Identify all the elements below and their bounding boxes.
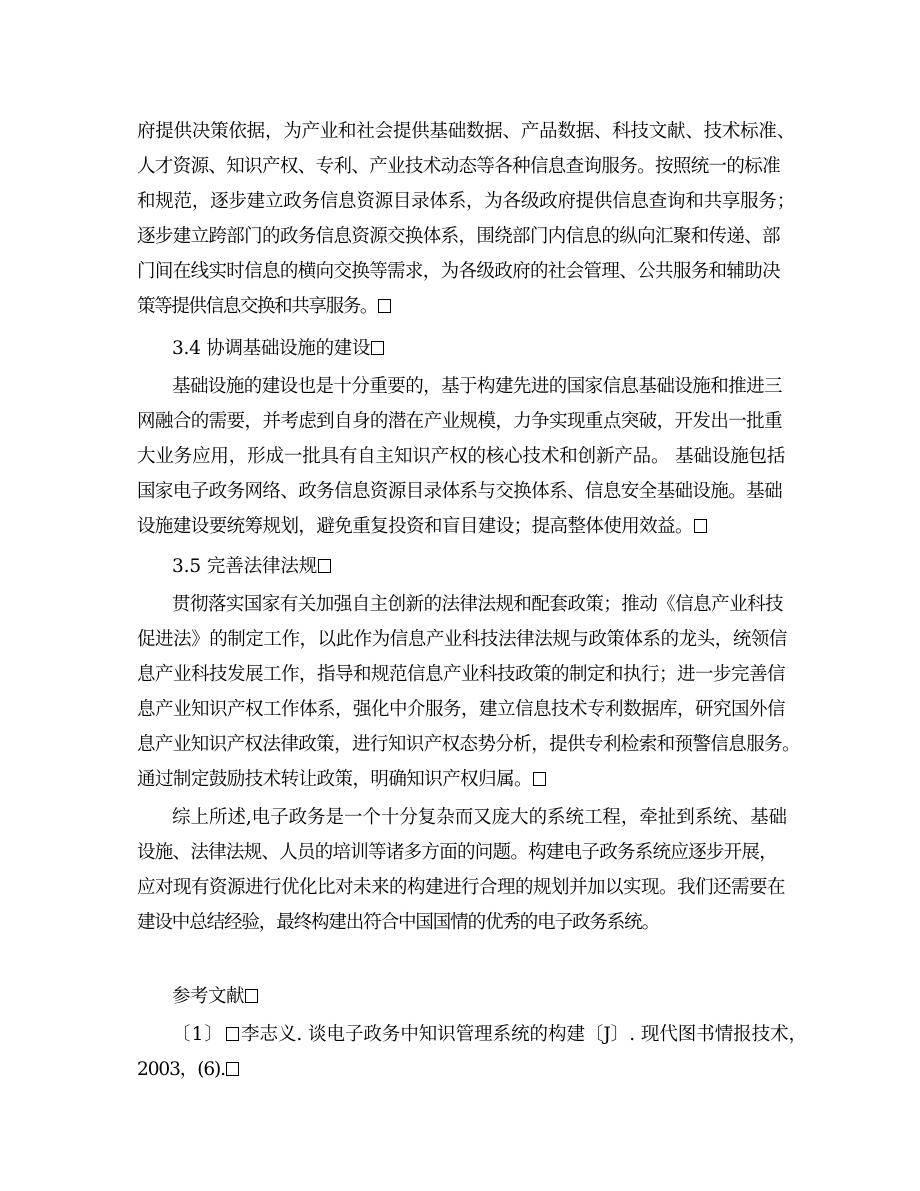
placeholder-box-icon <box>378 299 391 313</box>
text-line: 基础设施的建设也是十分重要的，基于构建先进的国家信息基础设施和推进三 <box>172 376 782 397</box>
text-line: 贯彻落实国家有关加强自主创新的法律法规和配套政策；推动《信息产业科技 <box>172 594 783 615</box>
text-line: 策等提供信息交换和共享服务。 <box>0 295 391 319</box>
text-line: 设施建设要统筹规划，避免重复投资和盲目建设；提高整体使用效益。 <box>0 515 707 539</box>
placeholder-box-icon <box>694 519 707 533</box>
reference-item: 〔1〕 李志义. 谈电子政务中知识管理系统的构建〔J〕. 现代图书情报技术， <box>172 1024 807 1045</box>
reference-item-continued: 2003，(6). <box>0 1058 239 1082</box>
text-line: 综上所述,电子政务是一个十分复杂而又庞大的系统工程，牵扯到系统、基础 <box>172 807 787 828</box>
section-heading: 3.4 协调基础设施的建设 <box>0 337 384 361</box>
references-heading: 参考文献 <box>0 985 258 1009</box>
text-line: 息产业知识产权法律政策，进行知识产权态势分析，提供专利检索和预警信息服务。 <box>137 734 800 755</box>
text-line: 建设中总结经验，最终构建出符合中国国情的优秀的电子政务系统。 <box>137 912 659 933</box>
text-line: 人才资源、知识产权、专利、产业技术动态等各种信息查询服务。按照统一的标准 <box>137 156 780 177</box>
text-line: 通过制定鼓励技术转让政策，明确知识产权归属。 <box>0 768 546 792</box>
text-line: 府提供决策依据，为产业和社会提供基础数据、产品数据、科技文献、技术标准、 <box>137 121 795 142</box>
text-line: 国家电子政务网络、政务信息资源目录体系与交换体系、信息安全基础设施。基础 <box>137 481 782 502</box>
section-heading: 3.5 完善法律法规 <box>0 555 331 579</box>
placeholder-box-icon <box>226 1027 239 1041</box>
text-line: 促进法》的制定工作，以此作为信息产业科技法律法规与政策体系的龙头，统领信 <box>137 629 787 650</box>
placeholder-box-icon <box>226 1062 239 1076</box>
placeholder-box-icon <box>318 559 331 573</box>
placeholder-box-icon <box>245 989 258 1003</box>
text-line: 大业务应用，形成一批具有自主知识产权的核心技术和创新产品。 基础设施包括 <box>137 446 786 467</box>
placeholder-box-icon <box>371 341 384 355</box>
text-line: 息产业知识产权工作体系，强化中介服务，建立信息技术专利数据库，研究国外信 <box>137 699 786 720</box>
text-line: 门间在线实时信息的横向交换等需求，为各级政府的社会管理、公共服务和辅助决 <box>137 261 780 282</box>
text-line: 网融合的需要，并考虑到自身的潜在产业规模，力争实现重点突破，开发出一批重 <box>137 411 782 432</box>
text-line: 设施、法律法规、人员的培训等诸多方面的问题。构建电子政务系统应逐步开展， <box>137 842 777 863</box>
placeholder-box-icon <box>533 772 546 786</box>
text-line: 息产业科技发展工作，指导和规范信息产业科技政策的制定和执行；进一步完善信 <box>137 664 786 685</box>
text-line: 和规范，逐步建立政务信息资源目录体系，为各级政府提供信息查询和共享服务； <box>137 191 795 212</box>
text-line: 应对现有资源进行优化比对未来的构建进行合理的规划并加以实现。我们还需要在 <box>137 877 786 898</box>
text-line: 逐步建立跨部门的政务信息资源交换体系，围绕部门内信息的纵向汇聚和传递、部 <box>137 226 780 247</box>
